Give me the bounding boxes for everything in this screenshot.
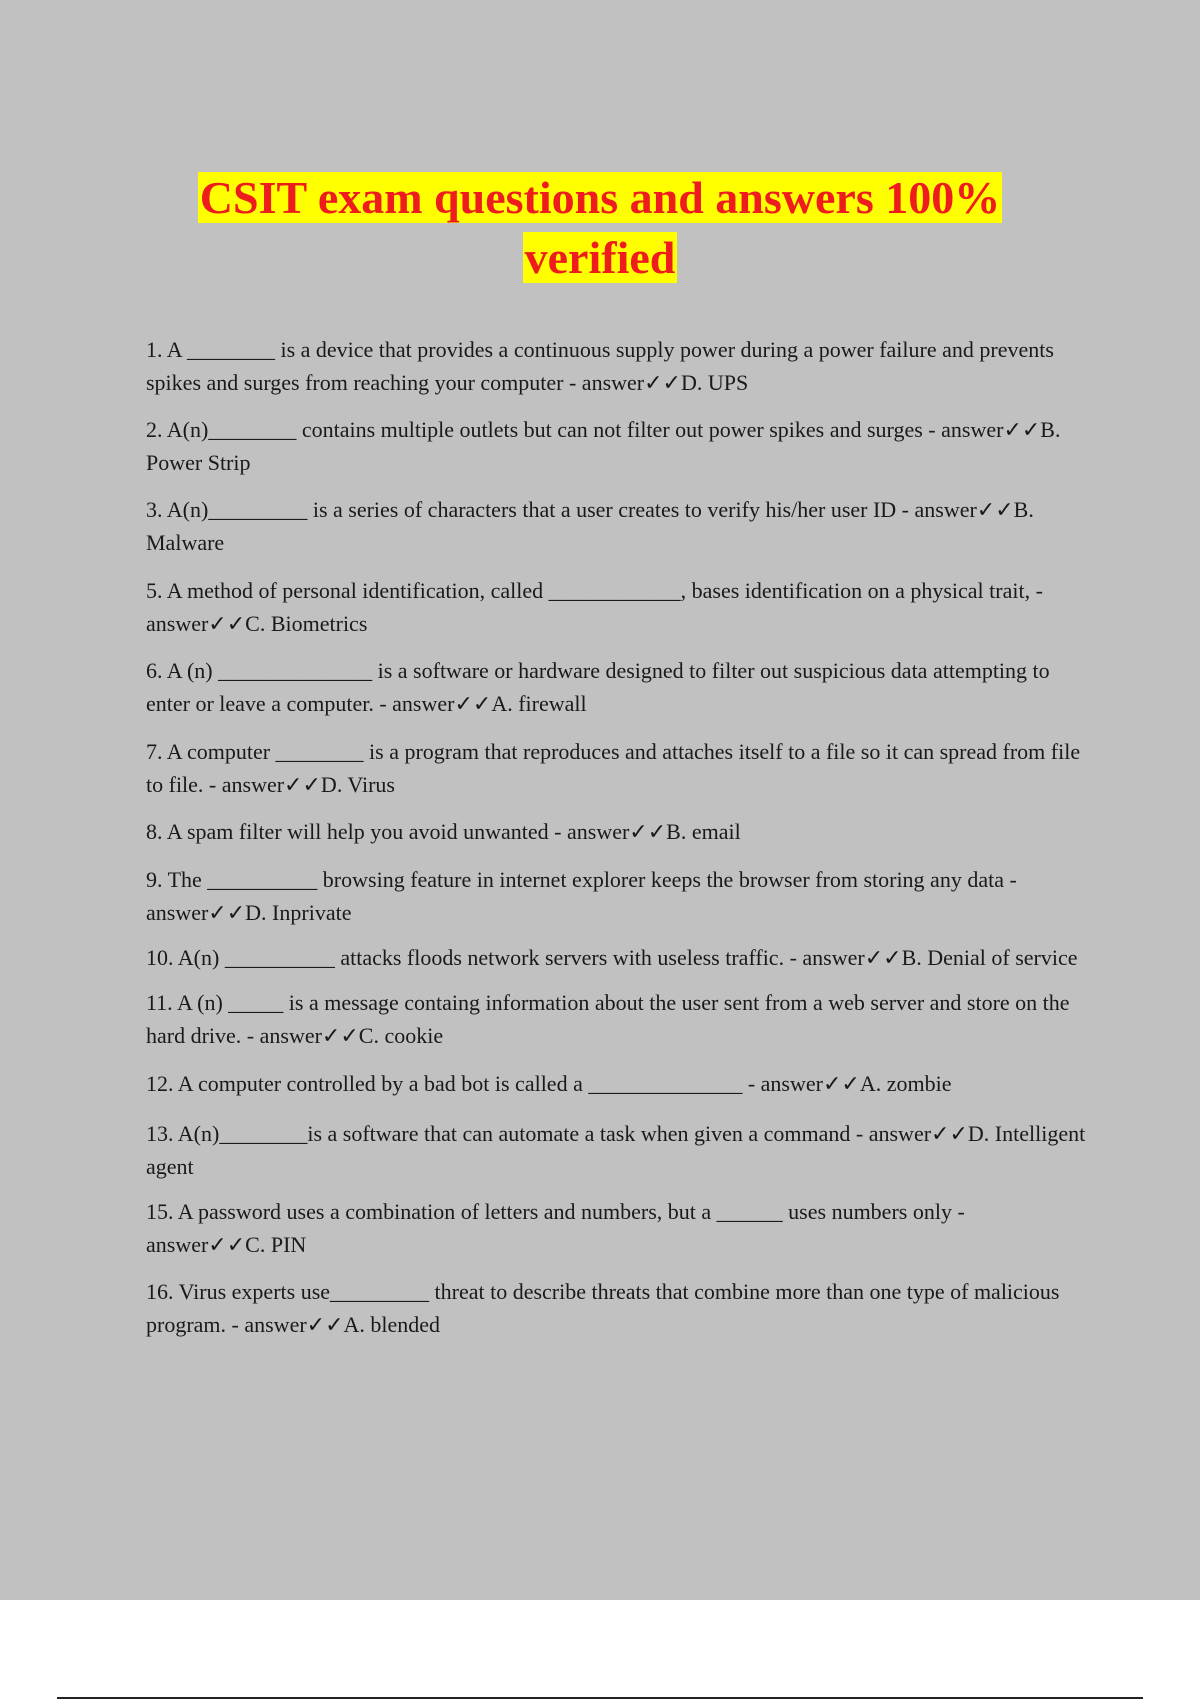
question-item: 5. A method of personal identification, called ____________, bases identification on a physical trait, - answer✓✓C. Biometrics xyxy=(146,578,1043,636)
question-list xyxy=(146,333,1086,1341)
question-item: 10. A(n) __________ attacks floods network servers with useless traffic. - answer✓✓B. Denial of service xyxy=(146,945,1078,970)
question-item: 6. A (n) ______________ is a software or hardware designed to filter out suspicious data attempting to enter or leave a computer. - answer✓✓A. firewall xyxy=(146,658,1050,716)
title-line-2: verified xyxy=(524,232,676,283)
question-item: 9. The __________ browsing feature in internet explorer keeps the browser from storing any data - answer✓✓D. Inprivate xyxy=(146,867,1017,925)
footer-divider xyxy=(57,1697,1143,1699)
question-item: 2. A(n)________ contains multiple outlets but can not filter out power spikes and surges - answer✓✓B. Power Strip xyxy=(146,417,1061,475)
question-item: 16. Virus experts use_________ threat to describe threats that combine more than one type of malicious program. - answer✓✓A. blended xyxy=(146,1279,1060,1337)
question-item: 12. A computer controlled by a bad bot is called a ______________ - answer✓✓A. zombie xyxy=(146,1071,952,1096)
question-item: 8. A spam filter will help you avoid unwanted - answer✓✓B. email xyxy=(146,819,741,844)
question-item: 15. A password uses a combination of letters and numbers, but a ______ uses numbers only - answer✓✓C. PIN xyxy=(146,1199,965,1257)
question-item: 13. A(n)________is a software that can automate a task when given a command - answer✓✓D. Intelligent agent xyxy=(146,1121,1086,1179)
question-item: 11. A (n) _____ is a message containg information about the user sent from a web server and store on the hard drive. - answer✓✓C. cookie xyxy=(146,990,1070,1048)
title-line-1: CSIT exam questions and answers 100% xyxy=(199,172,1001,223)
document-title xyxy=(0,168,1200,288)
question-item: 1. A ________ is a device that provides a continuous supply power during a power failure and prevents spikes and surges from reaching your computer - answer✓✓D. UPS xyxy=(146,337,1054,395)
question-item: 3. A(n)_________ is a series of characters that a user creates to verify his/her user ID - answer✓✓B. Malware xyxy=(146,497,1034,555)
question-item: 7. A computer ________ is a program that reproduces and attaches itself to a file so it can spread from file to file. - answer✓✓D. Virus xyxy=(146,739,1081,797)
